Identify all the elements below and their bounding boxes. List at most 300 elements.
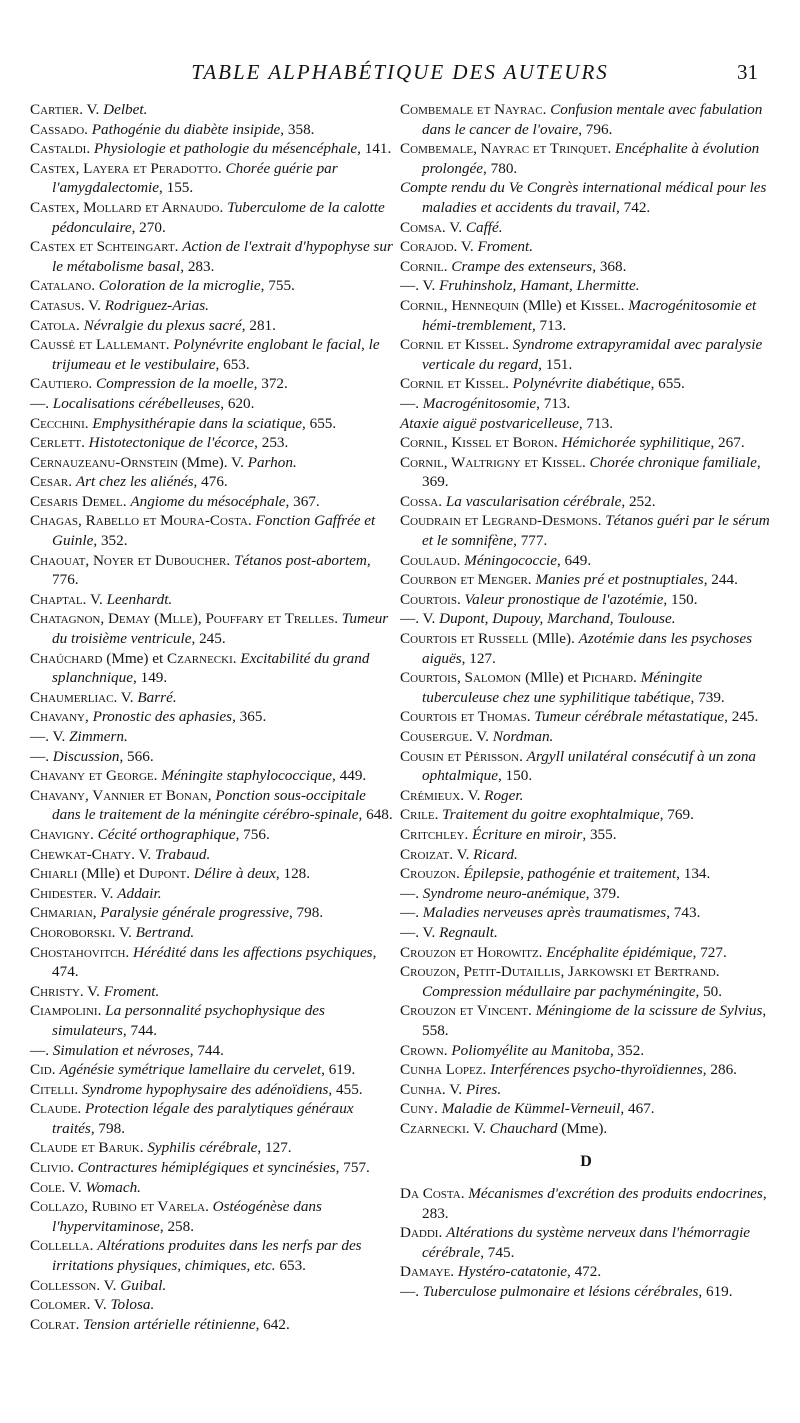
entry-title: Tétanos guéri par le sérum et le somnifène — [422, 512, 770, 550]
entry-page: , 757. — [335, 1159, 370, 1177]
entry-title: Névralgie du plexus sacré — [83, 316, 242, 334]
entry-title: Épilepsie, pathogénie et traitement — [463, 865, 677, 883]
entry-page: , 270. — [131, 218, 166, 236]
index-entry — [30, 472, 395, 492]
entry-author: Cassado — [30, 120, 85, 138]
entry-connector: . — [217, 159, 226, 177]
entry-page: , 713. — [531, 316, 567, 334]
index-entry — [30, 316, 395, 336]
entry-title: Pronostic des aphasies — [92, 708, 233, 726]
entry-title: Contractures hémiplégiques et syncinésies — [77, 1159, 336, 1177]
entry-page: , 267. — [710, 434, 745, 452]
entry-title: Agénésie symétrique lamellaire du cervelet — [59, 1061, 322, 1079]
entry-author: Chmarian — [30, 904, 93, 922]
entry-page: , 128. — [275, 865, 311, 883]
entry-author: Chagas, Rabello et Moura-Costa — [30, 512, 248, 530]
entry-title: Confusion mentale avec fabulation dans le cancer de l'ovaire — [422, 101, 763, 138]
entry-connector: . — [542, 101, 551, 118]
entry-title: Tumeur du troisième ventricule — [52, 610, 389, 648]
entry-connector: . — [91, 277, 99, 295]
entry-title: Roger. — [484, 786, 524, 804]
entry-author: Croizat — [400, 845, 450, 863]
index-entry — [30, 903, 395, 923]
entry-page: , 253. — [254, 434, 289, 452]
index-entry — [30, 786, 395, 825]
entry-title: Compte rendu du Ve Congrès international médical pour les maladies et accidents du travail — [400, 179, 767, 216]
entry-connector: . — [715, 963, 720, 981]
entry-author: Crouzon et Vincent — [400, 1002, 529, 1020]
entry-title: Tuberculose pulmonaire et lésions cérébrales — [422, 1283, 699, 1301]
index-entry — [30, 139, 395, 159]
index-entry — [400, 727, 772, 747]
index-entry — [30, 100, 395, 120]
entry-page: , 648. — [358, 806, 393, 824]
index-entry — [30, 198, 395, 237]
entry-connector: . V. — [460, 786, 485, 804]
entry-page: , 653. — [215, 355, 250, 373]
index-entry — [30, 923, 395, 943]
entry-connector: . V. — [86, 1296, 111, 1314]
entry-connector: . — [81, 434, 89, 452]
entry-connector: . — [415, 1283, 423, 1301]
entry-title: Encéphalite épidémique — [546, 943, 693, 961]
index-entry — [400, 864, 772, 884]
entry-title: Compression médullaire par pachyméningite — [422, 982, 696, 1000]
index-entry — [400, 629, 772, 668]
entry-page: , 744. — [122, 1021, 158, 1039]
entry-title: Womach. — [85, 1178, 141, 1196]
entry-page: , 566. — [119, 747, 154, 765]
index-entry — [400, 1262, 772, 1282]
entry-author: — — [400, 923, 416, 941]
index-entry — [400, 139, 772, 178]
entry-page: , 358. — [280, 120, 315, 138]
entry-connector: (Mlle). — [528, 630, 579, 648]
entry-connector: . — [443, 1041, 452, 1059]
index-entry — [30, 943, 395, 982]
index-entry — [400, 1099, 772, 1119]
entry-connector: . — [74, 1080, 82, 1098]
index-entry — [400, 786, 772, 806]
index-entry — [30, 237, 395, 276]
entry-page: , 245. — [191, 630, 226, 648]
index-entry — [30, 511, 395, 550]
entry-title: Méningococcie — [464, 551, 557, 569]
entry-connector: . — [84, 120, 92, 138]
index-entry — [400, 1184, 772, 1223]
entry-title: Ricard. — [473, 845, 518, 863]
entry-connector: . — [526, 708, 535, 726]
entry-page: , 755. — [260, 277, 295, 295]
entry-title: Tuberculome de la calotte pédonculaire — [52, 198, 385, 236]
index-entry — [400, 551, 772, 571]
entry-connector: , — [92, 904, 101, 922]
index-entry — [30, 766, 395, 786]
index-entry — [30, 1138, 395, 1158]
entry-page: , 369. — [422, 453, 761, 491]
entry-author: Crémieux — [400, 786, 461, 804]
index-entry — [400, 903, 772, 923]
entry-connector: . V. — [79, 982, 104, 1000]
entry-author: Catasus — [30, 296, 81, 314]
entry-page: , 769. — [659, 806, 694, 824]
index-entry — [400, 1001, 772, 1040]
entry-page: , 655. — [650, 375, 685, 393]
index-entry — [400, 492, 772, 512]
entry-author: Coulaud — [400, 551, 457, 569]
entry-title: Valeur pronostique de l'azotémie — [464, 590, 664, 608]
entry-page: , 742. — [616, 198, 651, 216]
entry-connector: . — [443, 257, 452, 275]
entry-connector: . — [51, 1061, 60, 1079]
entry-author: Courtois et Russell — [400, 630, 529, 648]
entry-page: , 244. — [703, 571, 738, 589]
entry-author: — — [30, 1041, 46, 1059]
index-entry — [400, 257, 772, 277]
entry-connector: . — [90, 825, 98, 843]
index-entry — [400, 237, 772, 257]
entry-author: Christy — [30, 982, 80, 1000]
entry-connector: . — [455, 865, 464, 883]
entry-author: Damaye — [400, 1263, 451, 1281]
entry-title: Méningite tuberculeuse chez une syphilitique tabétique — [422, 669, 703, 706]
entry-title: Crampe des extenseurs — [451, 257, 593, 275]
entry-page: , 476. — [193, 473, 228, 491]
index-entry — [400, 178, 772, 217]
running-title: TABLE ALPHABÉTIQUE DES AUTEURS — [191, 60, 609, 84]
entry-title: Hérédité dans les affections psychiques — [133, 943, 373, 961]
index-entry — [30, 707, 395, 727]
entry-page: , 776. — [52, 551, 371, 589]
index-entry — [400, 923, 772, 943]
entry-page: , 368. — [592, 257, 627, 275]
entry-connector: (Mlle) et — [77, 865, 139, 883]
index-entry — [30, 120, 395, 140]
entry-connector: . V. — [80, 296, 105, 314]
index-entry — [400, 394, 772, 414]
entry-author: Chavany, Vannier et Bonan — [30, 786, 208, 804]
entry-connector: (Mme). V. — [177, 453, 248, 471]
entry-title: Emphysithérapie dans la sciatique — [92, 414, 302, 432]
index-entry — [30, 1001, 395, 1040]
entry-connector: . — [247, 512, 256, 530]
entry-page: , 796. — [578, 120, 613, 138]
entry-author: Cornil et Kissel — [400, 375, 506, 393]
entry-connector: . — [482, 1061, 491, 1079]
entry-page: , 455. — [328, 1080, 363, 1098]
entry-page: , 472. — [566, 1263, 602, 1281]
entry-author: Collella — [30, 1237, 90, 1255]
entry-title: Mécanismes d'excrétion des produits endocrines — [468, 1185, 763, 1203]
entry-page: , 367. — [285, 492, 320, 510]
entry-page: , 655. — [302, 414, 337, 432]
entry-page: , 149. — [133, 669, 168, 687]
entry-page: , 619. — [698, 1283, 733, 1301]
entry-page: , 150. — [497, 767, 533, 785]
entry-connector: . V. — [79, 101, 104, 118]
entry-author: Courtois, Salomon — [400, 669, 522, 687]
entry-connector: . V. — [113, 688, 138, 706]
entry-page: , 713. — [536, 394, 571, 412]
index-entry — [400, 962, 772, 1001]
entry-connector: . — [86, 140, 94, 158]
entry-connector: . — [84, 414, 93, 432]
entry-author: Chiarli — [30, 865, 78, 883]
entry-connector: . — [434, 806, 443, 824]
entry-page: , 744. — [189, 1041, 224, 1059]
entry-connector: . — [433, 1100, 442, 1118]
entry-connector: . V. — [453, 238, 478, 256]
entry-connector: . V. — [61, 1178, 86, 1196]
entry-author: Ciampolini — [30, 1002, 98, 1020]
entry-title: Trabaud. — [155, 845, 211, 863]
entry-author: Da Costa — [400, 1185, 461, 1203]
entry-author: Chidester — [30, 884, 94, 902]
entry-connector: . — [553, 434, 562, 452]
index-entry — [30, 747, 395, 767]
entry-coauthor: Czarnecki — [167, 649, 233, 667]
entry-title: Argyll unilatéral consécutif à un zona ophtalmique — [422, 747, 757, 785]
index-entry — [30, 335, 395, 374]
entry-title: Localisations cérébelleuses — [52, 394, 221, 412]
entry-page: , 134. — [676, 865, 711, 883]
entry-author: Chaúchard — [30, 649, 103, 667]
entry-page: , 372. — [253, 375, 288, 393]
entry-author: Cornil — [400, 257, 444, 275]
entry-author: Choroborski — [30, 923, 112, 941]
entry-title: Délire à deux — [193, 865, 276, 883]
entry-author: Catola — [30, 316, 76, 334]
entry-connector: . — [139, 1139, 148, 1157]
entry-title: Protection légale des paralytiques généraux traités — [52, 1100, 354, 1137]
entry-author: Cole — [30, 1178, 62, 1196]
entry-title: Macrogénitosomie — [422, 394, 537, 412]
entry-title: Tétanos post-abortem — [233, 551, 367, 569]
index-entry — [30, 884, 395, 904]
index-entry — [30, 296, 395, 316]
entry-title: Regnault. — [439, 923, 498, 941]
entry-author: Colomer — [30, 1296, 87, 1314]
entry-title: Tension artérielle rétinienne — [83, 1315, 256, 1333]
entry-title: Traitement du goitre exophtalmique — [442, 806, 660, 824]
entry-author: Cornil, Kissel et Boron — [400, 434, 554, 452]
entry-title: Nordman. — [492, 728, 554, 745]
entry-title: Caffé. — [465, 218, 503, 236]
entry-connector: . — [226, 551, 234, 569]
entry-title: Altérations produites dans les nerfs par des irritations physiques, chimiques, etc. — [52, 1237, 362, 1275]
entry-author: Caussé et Lallemant — [30, 336, 166, 354]
entry-page: , 365. — [232, 708, 267, 726]
entry-connector: . V. — [45, 728, 70, 745]
entry-author: Cartier — [30, 101, 80, 118]
index-entry — [30, 1158, 395, 1178]
entry-page: , 558. — [422, 1002, 767, 1039]
entry-author: Cornil et Kissel — [400, 336, 506, 354]
entry-author: Courtois — [400, 590, 457, 608]
index-entry — [400, 511, 772, 550]
entry-connector: . — [334, 610, 342, 628]
right-column — [400, 100, 772, 1302]
index-entry — [400, 707, 772, 727]
entry-title: Polynévrite diabétique — [512, 375, 651, 393]
entry-connector: . V. — [441, 1080, 466, 1098]
entry-page: , 283. — [422, 1185, 767, 1222]
entry-title: Leenhardt. — [106, 590, 173, 608]
entry-page: , 619. — [321, 1061, 356, 1079]
entry-author: Chostahovitch — [30, 943, 126, 961]
entry-title: Écriture en miroir — [472, 825, 583, 843]
index-entry — [30, 1295, 395, 1315]
entry-author: Crouzon, Petit-Dutaillis, Jarkowski et Bertrand — [400, 963, 716, 981]
entry-title: Guibal. — [120, 1276, 167, 1294]
entry-title: Syndrome neuro-anémique — [422, 884, 586, 902]
left-column — [30, 100, 395, 1334]
index-entry — [400, 414, 772, 434]
index-entry — [400, 1282, 772, 1302]
entry-author: Collazo, Rubino et Varela — [30, 1198, 206, 1216]
entry-connector: . — [456, 590, 465, 608]
index-entry — [30, 394, 395, 414]
entry-page: , 150. — [663, 590, 698, 608]
entry-page: , 474. — [52, 943, 377, 981]
entry-connector-2: . — [620, 296, 629, 314]
entry-page: , 649. — [556, 551, 592, 569]
entry-page: , 642. — [255, 1315, 290, 1333]
index-entry — [30, 727, 395, 747]
entry-connector: . — [97, 1002, 106, 1020]
entry-connector: . — [415, 884, 423, 902]
index-entry — [400, 747, 772, 786]
entry-title: Paralysie générale progressive — [100, 904, 289, 922]
section-letter: D — [580, 1153, 592, 1171]
index-entry — [400, 845, 772, 865]
entry-page: , 756. — [235, 825, 270, 843]
entry-page: 653. — [275, 1257, 306, 1275]
entry-author: Chaouat, Noyer et Duboucher — [30, 551, 227, 569]
index-entry — [30, 1178, 395, 1198]
entry-page: , 449. — [332, 767, 367, 785]
entry-title: Maladies nerveuses après traumatismes — [422, 904, 667, 922]
page-number: 31 — [737, 60, 758, 84]
entry-author: — — [400, 394, 416, 412]
entry-title: Ponction sous-occipitale dans le traitement de la méningite cérébro-spinale — [52, 786, 366, 824]
entry-connector: . — [538, 943, 547, 961]
entry-page: , 127. — [257, 1139, 292, 1157]
index-entry — [30, 374, 395, 394]
index-entry — [30, 1276, 395, 1296]
entry-connector: . V. — [111, 923, 136, 941]
entry-page: , 141. — [357, 140, 392, 158]
entry-connector: . — [45, 747, 53, 765]
entry-author: Crouzon et Horowitz — [400, 943, 539, 961]
index-entry — [400, 1060, 772, 1080]
running-header — [0, 56, 800, 96]
entry-title: Chorée chronique familiale — [589, 453, 757, 471]
entry-page: , 745. — [480, 1243, 515, 1261]
entry-author: Citelli — [30, 1080, 75, 1098]
index-entry — [30, 1060, 395, 1080]
entry-author: Chaptal — [30, 590, 83, 608]
entry-author: — — [400, 884, 416, 902]
entry-title: Tumeur cérébrale métastatique — [534, 708, 725, 726]
index-entry — [400, 884, 772, 904]
entry-author: Cid — [30, 1061, 52, 1079]
entry-page: , 281. — [241, 316, 276, 334]
entry-author: Daddi — [400, 1224, 439, 1242]
entry-connector: . V. — [441, 218, 466, 236]
entry-author: Castex, Mollard et Arnaudo — [30, 198, 220, 216]
entry-author: Cossa — [400, 492, 439, 510]
entry-connector: . — [125, 943, 134, 961]
entry-title: Zimmern. — [69, 728, 128, 745]
entry-title: Parhon. — [247, 453, 297, 471]
entry-connector: . — [450, 1263, 458, 1281]
index-entry — [30, 1315, 395, 1335]
entry-connector: . — [505, 336, 513, 354]
entry-page: , 743. — [666, 904, 701, 922]
entry-author: Chavany — [30, 708, 85, 726]
entry-title: Pires. — [465, 1080, 502, 1098]
entry-connector: . — [519, 747, 527, 765]
index-entry — [30, 1197, 395, 1236]
entry-connector: . — [464, 825, 473, 843]
entry-author: Chavany et George — [30, 767, 154, 785]
entry-title: Méningiome de la scissure de Sylvius — [535, 1002, 763, 1020]
entry-connector: . — [456, 551, 465, 569]
entry-coauthor: Kissel — [580, 296, 621, 314]
entry-author: Cunha — [400, 1080, 442, 1098]
entry-author: Comsa — [400, 218, 442, 236]
entry-author: Castaldi — [30, 140, 87, 158]
entry-connector: . — [528, 1002, 536, 1020]
entry-connector: (Mlle) et — [521, 669, 583, 687]
entry-page: , 151. — [538, 355, 573, 373]
entry-connector: . V. — [93, 884, 118, 902]
entry-connector: . — [219, 198, 228, 216]
entry-author: Cecchini — [30, 414, 85, 432]
entry-connector: . — [205, 1198, 213, 1216]
entry-author: Cesar — [30, 473, 69, 491]
index-entry — [400, 825, 772, 845]
entry-author: Clivio — [30, 1159, 71, 1177]
index-entry — [30, 453, 395, 473]
entry-title: La vascularisation cérébrale — [445, 492, 622, 510]
entry-title: Dupont, Dupouy, Marchand, Toulouse. — [439, 610, 676, 628]
entry-connector: . — [153, 767, 162, 785]
entry-author: Combemale, Nayrac et Trinquet — [400, 140, 608, 158]
entry-author: Crouzon — [400, 865, 456, 883]
entry-author: Chatagnon, Demay (Mlle), Pouffary et Trelles — [30, 610, 335, 628]
entry-connector: . V. — [82, 590, 107, 608]
entry-title: Hystéro-catatonie — [457, 1263, 567, 1281]
entry-author: — — [30, 728, 46, 745]
index-entry — [400, 374, 772, 394]
entry-title: Polynévrite englobant le facial, le trijumeau et le vestibulaire — [52, 336, 380, 373]
entry-title: Discussion — [52, 747, 120, 765]
entry-connector: . — [527, 571, 536, 589]
entry-page: , 352. — [609, 1041, 645, 1059]
entry-author: Colrat — [30, 1315, 76, 1333]
index-entry — [30, 1041, 395, 1061]
index-entry — [30, 1080, 395, 1100]
entry-connector: . — [438, 1224, 447, 1242]
entry-title: Ostéogénèse dans l'hypervitaminose — [52, 1198, 322, 1235]
entry-connector: . — [597, 512, 606, 530]
index-entry — [400, 590, 772, 610]
entry-author: Czarnecki — [400, 1119, 466, 1137]
entry-connector: . V. — [415, 610, 440, 628]
index-entry — [400, 1080, 772, 1100]
